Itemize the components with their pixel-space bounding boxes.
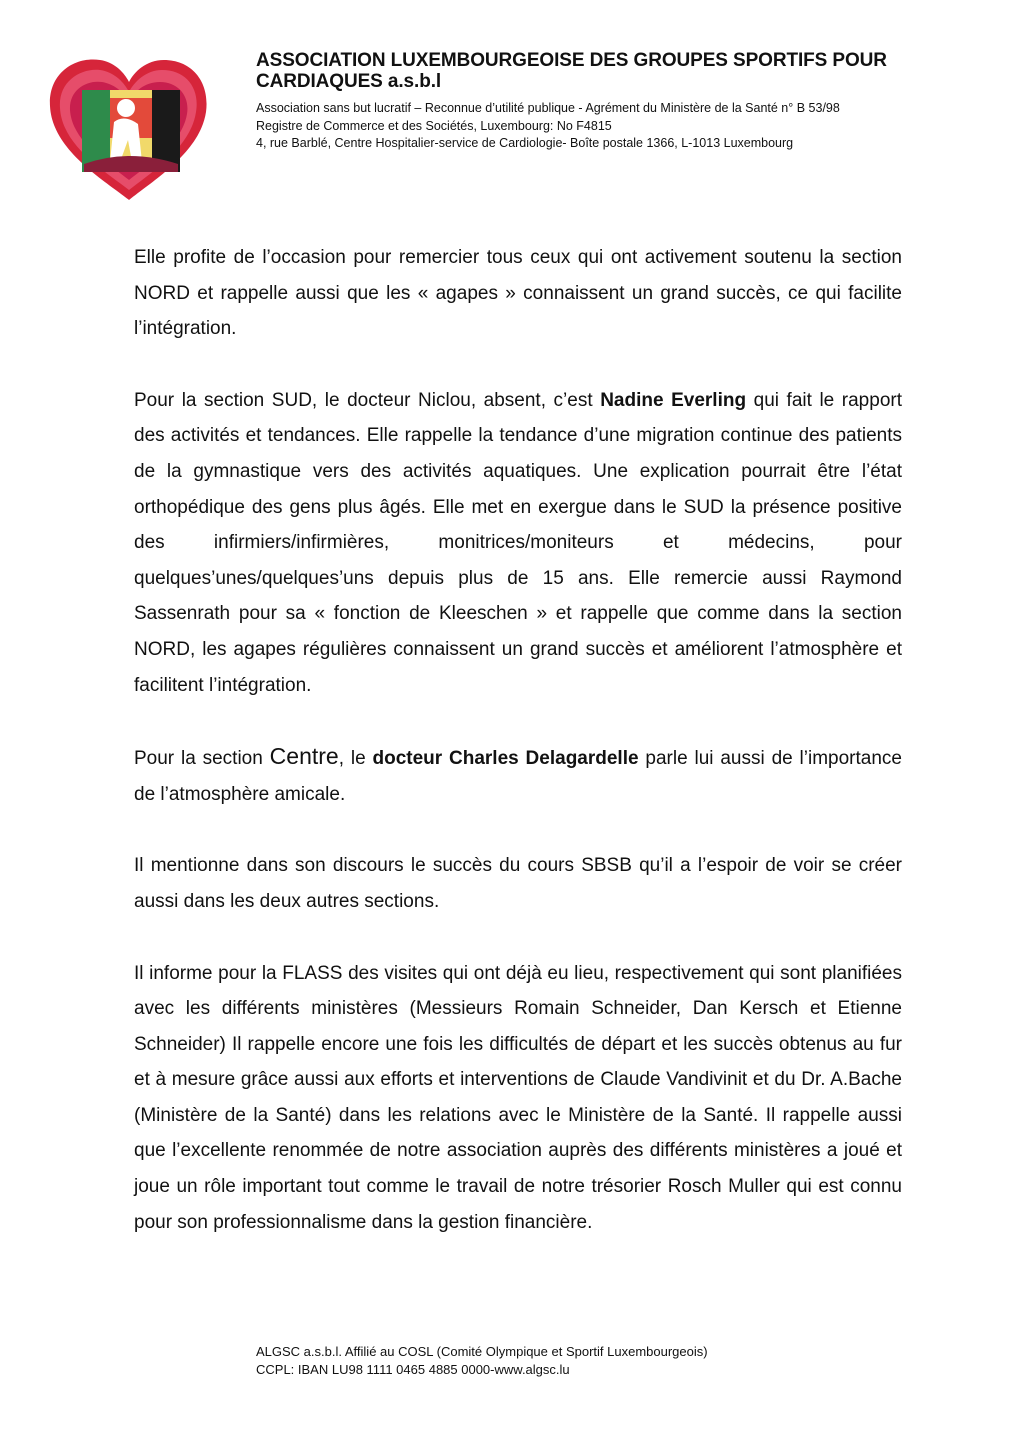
paragraph-sud-section	[134, 383, 902, 703]
organization-title	[256, 50, 996, 92]
speaker-name-charles-delagardelle: docteur Charles Delagardelle	[372, 748, 639, 770]
letterhead	[256, 50, 996, 153]
paragraph-sud-intro: Pour la section SUD, le docteur Niclou, absent, c’est	[134, 389, 601, 411]
paragraph-centre-rest: parle lui aussi de l’importance de l’atmosphère amicale.	[134, 748, 902, 805]
footer-affiliation: ALGSC a.s.b.l. Affilié au COSL (Comité Olympique et Sportif Luxembourgeois)	[256, 1344, 708, 1359]
organization-title-line1: ASSOCIATION LUXEMBOURGEOISE DES GROUPES SPORTIFS POUR	[256, 50, 887, 71]
paragraph-centre-connector: , le	[338, 748, 373, 770]
registry-line: Registre de Commerce et des Sociétés, Luxembourg: No F4815	[256, 118, 612, 133]
organization-details	[256, 100, 996, 153]
association-heart-logo	[44, 52, 214, 204]
legal-status-line: Association sans but lucratif – Reconnue d’utilité publique - Agrément du Ministère de la Santé n° B 53/98	[256, 101, 840, 115]
page-footer	[256, 1343, 708, 1378]
document-body	[134, 240, 902, 1276]
paragraph-centre-section	[134, 739, 902, 812]
paragraph-centre-intro: Pour la section	[134, 748, 270, 770]
address-line: 4, rue Barblé, Centre Hospitalier-service de Cardiologie- Boîte postale 1366, L-1013 Luxembourg	[256, 136, 794, 150]
section-name-centre: Centre	[269, 743, 339, 770]
paragraph-nord-section: Elle profite de l’occasion pour remercier tous ceux qui ont activement soutenu la section NORD et rappelle aussi que les « agapes » connaissent un grand succès, ce qui facilite l’intégration.	[134, 247, 902, 340]
paragraph-flass-visits: Il informe pour la FLASS des visites qui ont déjà eu lieu, respectivement qui sont planifiées avec les différents ministères (Messieurs Romain Schneider, Dan Kersch et Etienne Schneider) Il rappelle encore une fois les difficultés de départ et les succès obtenus au fur et à mesure grâce aussi aux efforts et interventions de Claude Vandivinit et du Dr. A.Bache (Ministère de la Santé) dans les relations avec le Ministère de la Santé. Il rappelle aussi que l’excellente renommée de notre association auprès des différents ministères a joué et joue un rôle important tout comme le travail de notre trésorier Rosch Muller qui est connu pour son professionnalisme dans la gestion financière.	[134, 962, 902, 1233]
organization-title-line2: CARDIAQUES a.s.b.l	[256, 71, 442, 92]
speaker-name-nadine-everling: Nadine Everling	[600, 389, 747, 411]
paragraph-sbsb-course: Il mentionne dans son discours le succès du cours SBSB qu’il a l’espoir de voir se créer aussi dans les deux autres sections.	[134, 855, 902, 912]
paragraph-sud-report: qui fait le rapport des activités et tendances. Elle rappelle la tendance d’une migration continue des patients de la gymnastique vers des activités aquatiques. Une explication pourrait être l’état orthopédique des gens plus âgés. Elle met en exergue dans le SUD la présence positive des infirmiers/infirmières, monitrices/moniteurs et médecins, pour quelques’unes/quelques’uns depuis plus de 15 ans. Elle remercie aussi Raymond Sassenrath pour sa « fonction de Kleeschen » et rappelle que comme dans la section NORD, les agapes régulières connaissent un grand succès et améliorent l’atmosphère et facilitent l’intégration.	[134, 389, 902, 696]
footer-bank-website: CCPL: IBAN LU98 1111 0465 4885 0000-www.algsc.lu	[256, 1361, 570, 1377]
